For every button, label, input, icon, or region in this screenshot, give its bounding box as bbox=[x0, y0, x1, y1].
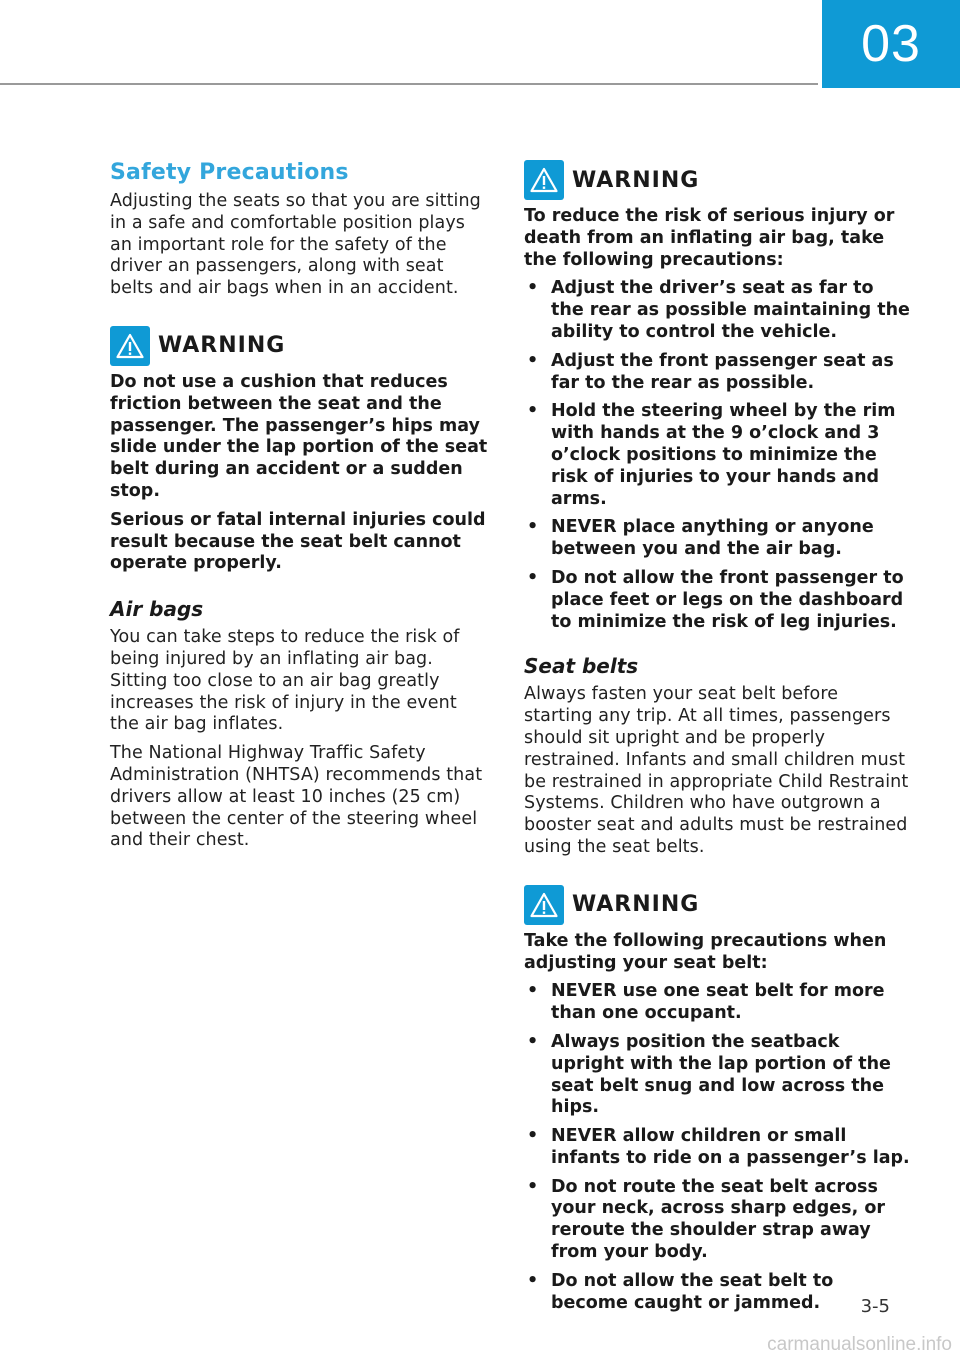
chapter-number: 03 bbox=[861, 15, 921, 73]
seatbelts-title: Seat belts bbox=[524, 654, 639, 679]
header-rule bbox=[0, 83, 818, 85]
section-title: Safety Precautions bbox=[110, 160, 349, 185]
list-item: • Do not allow the seat belt to become caught or jammed. bbox=[527, 1270, 834, 1313]
list-item: • Adjust the front passenger seat as far to the rear as possible. bbox=[527, 350, 894, 393]
warning-label: WARNING bbox=[572, 892, 700, 918]
watermark[interactable]: carmanualsonline.info bbox=[767, 1334, 952, 1355]
warning-text: Take the following precautions when adjusting your seat belt: bbox=[524, 930, 887, 973]
airbags-paragraph: You can take steps to reduce the risk of being injured by an inflating air bag. Sitting too close to an air bag greatly increases the risk of injury in the event the air bag inflates. bbox=[110, 627, 460, 735]
list-item: • Do not route the seat belt across your neck, across sharp edges, or reroute the shoulder strap away from your body. bbox=[527, 1176, 885, 1263]
warning-header bbox=[524, 885, 910, 925]
warning-label: WARNING bbox=[572, 167, 700, 193]
warning-icon bbox=[524, 885, 564, 925]
chapter-tab bbox=[822, 0, 960, 88]
list-item: • NEVER place anything or anyone between you and the air bag. bbox=[527, 517, 874, 560]
warning-icon bbox=[110, 326, 150, 366]
page-number: 3-5 bbox=[860, 1296, 890, 1317]
warning-text: Do not use a cushion that reduces friction between the seat and the passenger. The passenger’s hips may slide under the lap portion of the seat belt during an accident or a sudden stop. bbox=[110, 371, 488, 501]
right-column bbox=[524, 160, 910, 1321]
list-item: • NEVER use one seat belt for more than one occupant. bbox=[527, 981, 885, 1024]
list-item: • Hold the steering wheel by the rim with hands at the 9 o’clock and 3 o’clock positions to minimize the risk of injuries to your hands and arms. bbox=[527, 401, 896, 509]
list-item: • Always position the seatback upright with the lap portion of the seat belt snug and low across the hips. bbox=[527, 1031, 891, 1118]
precaution-list bbox=[524, 278, 910, 633]
intro-paragraph: Adjusting the seats so that you are sitting in a safe and comfortable position plays an important role for the safety of the driver an passengers, along with seat belts and air bags when in an accident. bbox=[110, 191, 481, 299]
seatbelts-paragraph: Always fasten your seat belt before starting any trip. At all times, passengers should sit upright and be properly restrained. Infants and small children must be restrained in appropriate Child Restraint Systems. Children who have outgrown a booster seat and adults must be restrained using the seat belts. bbox=[524, 684, 909, 857]
left-column bbox=[110, 160, 490, 852]
airbags-paragraph: The National Highway Traffic Safety Administration (NHTSA) recommends that drivers allow at least 10 inches (25 cm) between the center of the steering wheel and their chest. bbox=[110, 743, 483, 851]
warning-text: To reduce the risk of serious injury or death from an inflating air bag, take the following precautions: bbox=[524, 206, 895, 270]
warning-header bbox=[524, 160, 910, 200]
warning-text: Serious or fatal internal injuries could result because the seat belt cannot operate properly. bbox=[110, 509, 486, 574]
list-item: • Adjust the driver’s seat as far to the rear as possible maintaining the ability to control the vehicle. bbox=[527, 278, 910, 342]
list-item: • Do not allow the front passenger to place feet or legs on the dashboard to minimize the risk of leg injuries. bbox=[527, 567, 904, 632]
warning-icon bbox=[524, 160, 564, 200]
list-item: • NEVER allow children or small infants to ride on a passenger’s lap. bbox=[527, 1126, 910, 1168]
warning-header bbox=[110, 326, 490, 366]
seatbelt-precaution-list bbox=[524, 981, 910, 1314]
warning-label: WARNING bbox=[158, 333, 286, 359]
airbags-title: Air bags bbox=[110, 597, 204, 622]
